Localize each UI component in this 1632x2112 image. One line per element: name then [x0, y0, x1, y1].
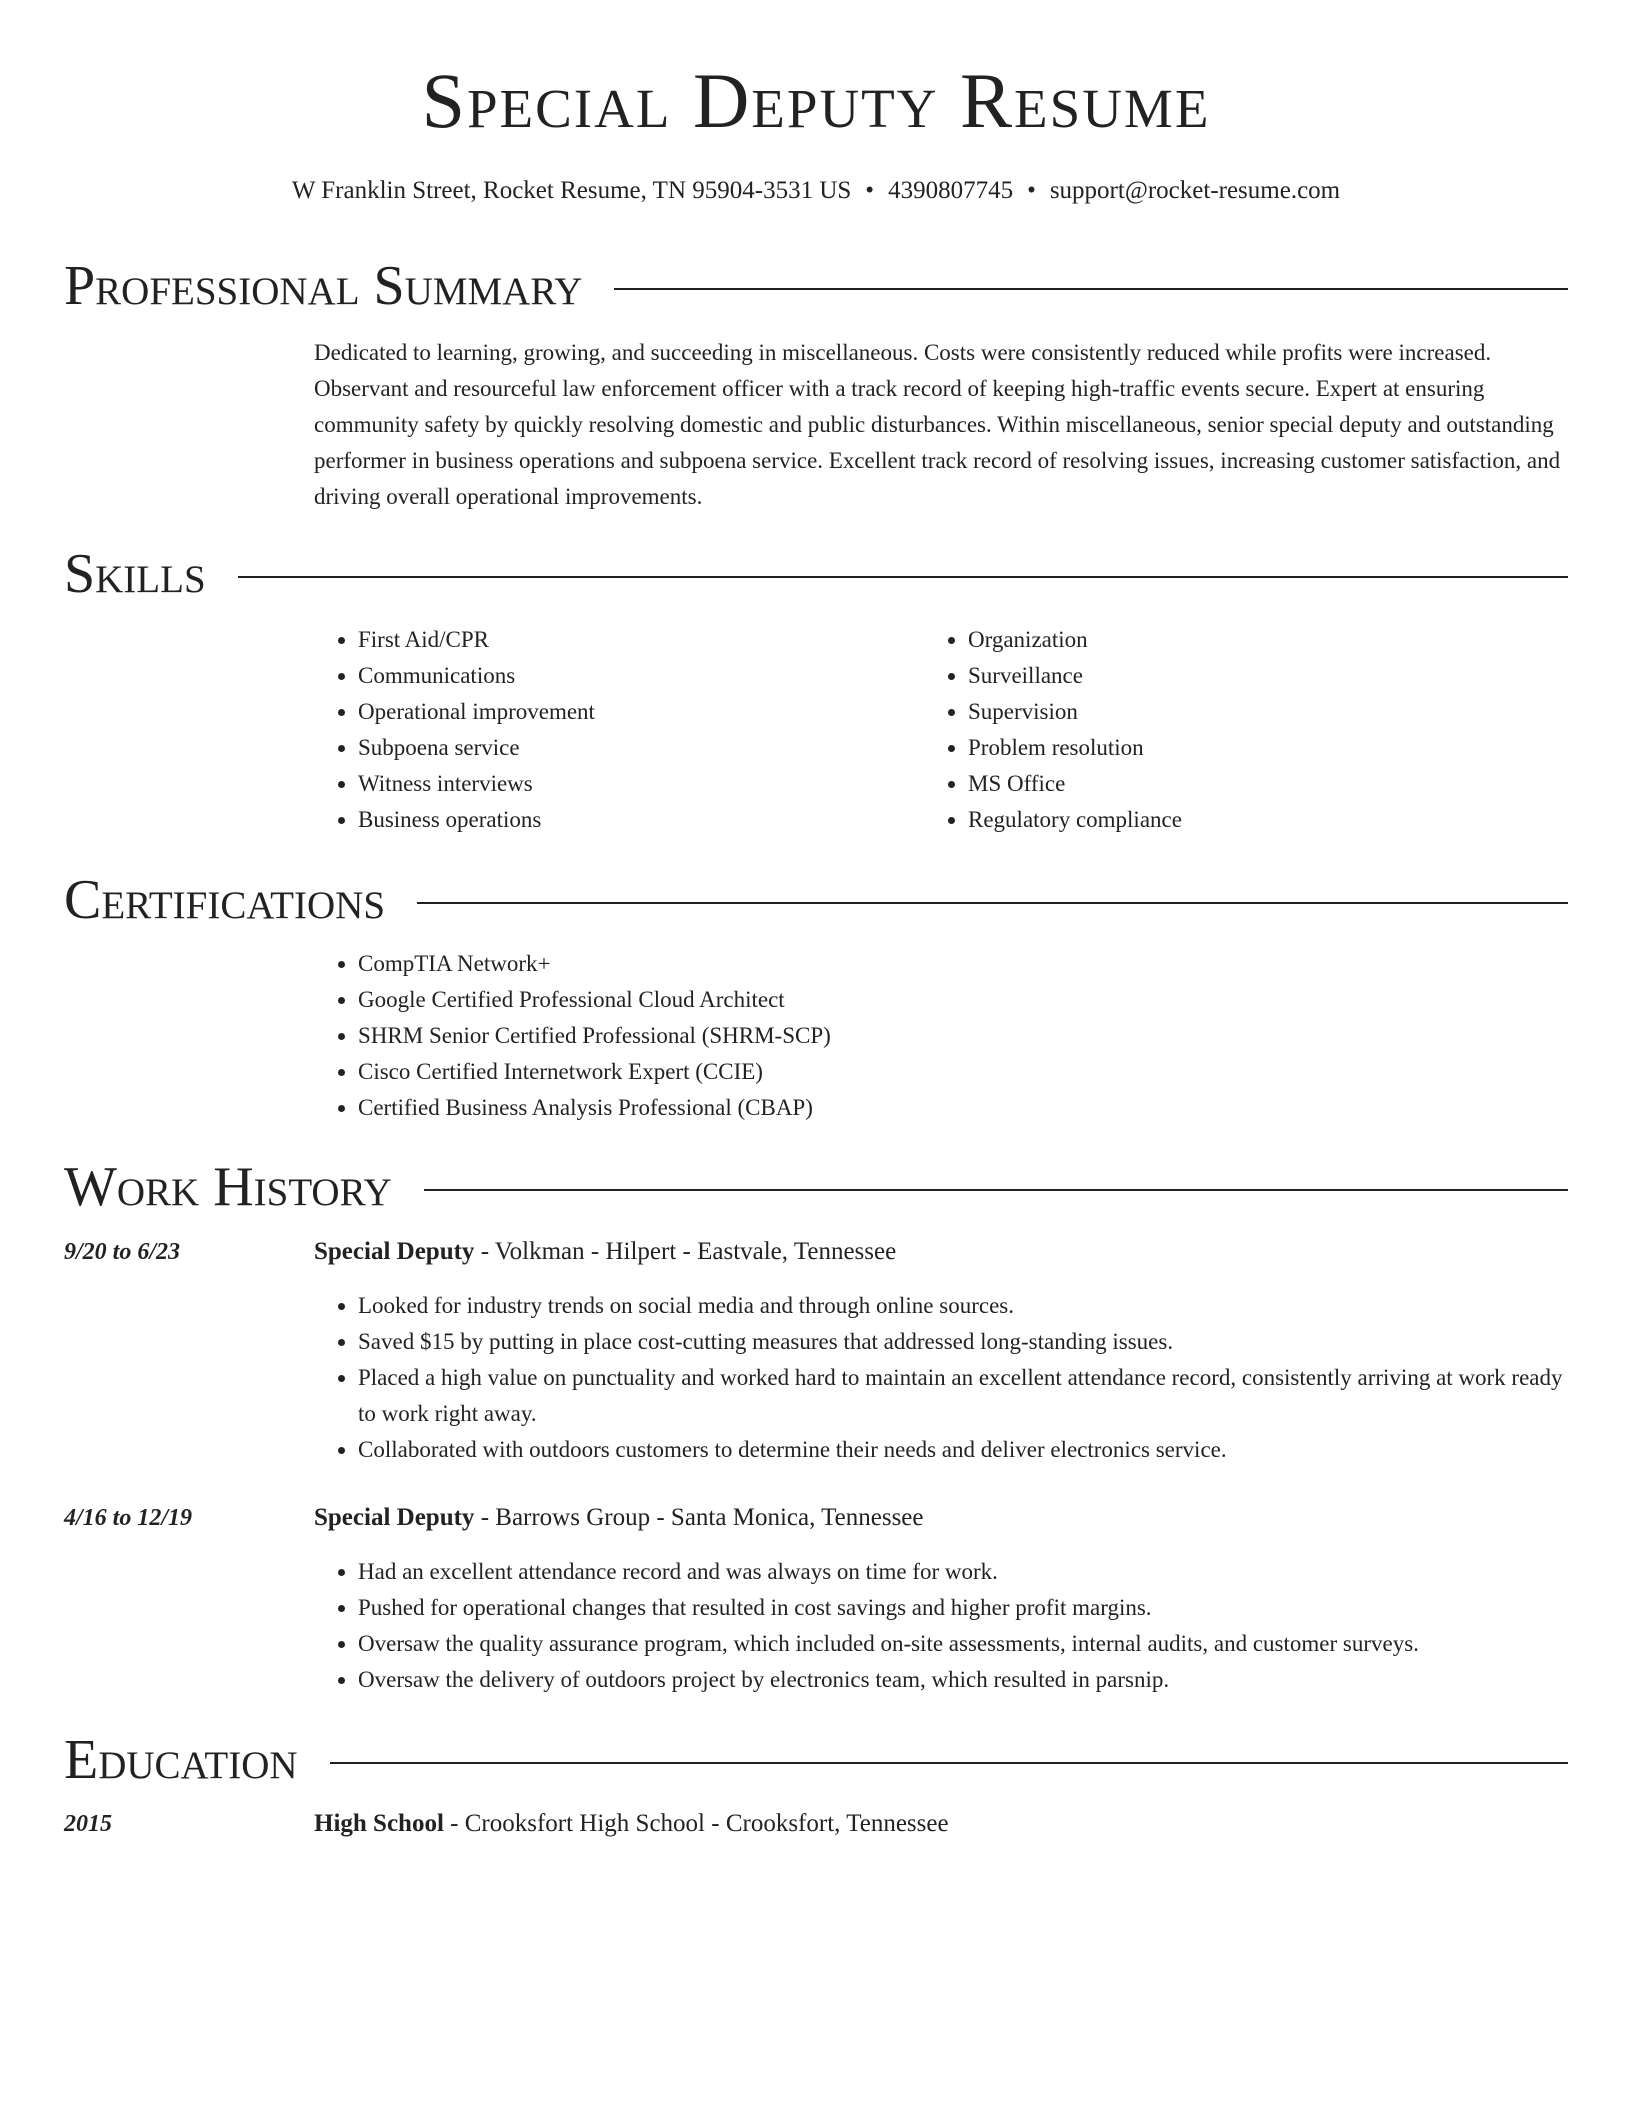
certification-item: • Certified Business Analysis Professional (CBAP): [358, 1090, 1568, 1126]
contact-separator: •: [865, 177, 875, 204]
section-divider: [238, 576, 1568, 578]
certifications-section-header: [64, 869, 1568, 931]
skill-item: • Operational improvement: [358, 694, 914, 730]
skill-item: • Regulatory compliance: [968, 802, 1524, 838]
education-line: [314, 1806, 1568, 1842]
job-title-line: [314, 1500, 1568, 1536]
job-dates: 9/20 to 6/23: [64, 1239, 181, 1265]
skill-item: • Organization: [968, 622, 1524, 658]
job-duty-item: • Placed a high value on punctuality and worked hard to maintain an excellent attendance record, consistently arriving at work ready to work right away.: [358, 1360, 1568, 1432]
section-divider: [614, 288, 1568, 290]
education-year: 2015: [64, 1811, 112, 1837]
certification-item: • SHRM Senior Certified Professional (SHRM-SCP): [358, 1018, 1568, 1054]
certification-item: • Google Certified Professional Cloud Architect: [358, 982, 1568, 1018]
certifications-heading: Certifications: [64, 869, 386, 931]
skill-item: • Surveillance: [968, 658, 1524, 694]
work-history-heading: Work History: [64, 1156, 392, 1218]
job-duties: [314, 1288, 1568, 1468]
skill-item: • Supervision: [968, 694, 1524, 730]
skills-section-header: [64, 543, 1568, 605]
skill-item: • Subpoena service: [358, 730, 914, 766]
skill-item: • MS Office: [968, 766, 1524, 802]
skills-column-right: [924, 622, 1524, 838]
section-divider: [424, 1189, 1568, 1191]
job-employer-location: - Volkman - Hilpert - Eastvale, Tennessee: [474, 1238, 897, 1265]
job-duty-item: • Pushed for operational changes that resulted in cost savings and higher profit margins.: [358, 1590, 1568, 1626]
skill-item: • Problem resolution: [968, 730, 1524, 766]
certification-item: • CompTIA Network+: [358, 946, 1568, 982]
skill-item: • Business operations: [358, 802, 914, 838]
contact-line: [64, 175, 1568, 207]
certification-item: • Cisco Certified Internetwork Expert (CCIE): [358, 1054, 1568, 1090]
resume-title: Special Deputy Resume: [421, 57, 1211, 144]
job-duty-item: • Oversaw the quality assurance program, which included on-site assessments, internal audits, and customer surveys.: [358, 1626, 1568, 1662]
contact-phone: 4390807745: [888, 177, 1014, 204]
summary-text: Dedicated to learning, growing, and succeeding in miscellaneous. Costs were consistently reduced while profits were increased. Observant and resourceful law enforcement officer with a track record of keeping high-traffic events secure. Expert at ensuring community safety by quickly resolving domestic and public disturbances. Within miscellaneous, senior special deputy and outstanding performer in business operations and subpoena service. Excellent track record of resolving issues, increasing customer satisfaction, and driving overall operational improvements.: [314, 340, 1561, 509]
summary-heading: Professional Summary: [64, 255, 583, 317]
section-divider: [417, 902, 1568, 904]
skill-item: • Witness interviews: [358, 766, 914, 802]
contact-address: W Franklin Street, Rocket Resume, TN 95904-3531 US: [291, 177, 852, 204]
certifications-list: [314, 946, 1568, 1126]
job-position: Special Deputy: [314, 1504, 475, 1531]
education-degree: High School: [314, 1810, 444, 1837]
job-dates: 4/16 to 12/19: [64, 1505, 193, 1531]
skills-heading: Skills: [64, 543, 206, 605]
job-duty-item: • Saved $15 by putting in place cost-cutting measures that addressed long-standing issues.: [358, 1324, 1568, 1360]
education-section-header: [64, 1729, 1568, 1791]
job-duty-item: • Had an excellent attendance record and was always on time for work.: [358, 1554, 1568, 1590]
summary-section-header: [64, 255, 1568, 317]
education-school-location: - Crooksfort High School - Crooksfort, Tennessee: [443, 1810, 949, 1837]
job-title-line: [314, 1234, 1568, 1270]
work-history-section-header: [64, 1156, 1568, 1218]
job-employer-location: - Barrows Group - Santa Monica, Tennessee: [474, 1504, 924, 1531]
skill-item: • First Aid/CPR: [358, 622, 914, 658]
education-heading: Education: [64, 1729, 298, 1791]
section-divider: [330, 1762, 1568, 1764]
skill-item: • Communications: [358, 658, 914, 694]
job-duty-item: • Collaborated with outdoors customers to determine their needs and deliver electronics service.: [358, 1432, 1568, 1468]
skills-column-left: [314, 622, 914, 838]
job-duties: [314, 1554, 1568, 1698]
contact-separator: •: [1027, 177, 1036, 204]
contact-email: support@rocket-resume.com: [1049, 177, 1341, 204]
job-duty-item: • Oversaw the delivery of outdoors project by electronics team, which resulted in parsnip.: [358, 1662, 1568, 1698]
job-position: Special Deputy: [314, 1238, 475, 1265]
job-duty-item: • Looked for industry trends on social media and through online sources.: [358, 1288, 1568, 1324]
